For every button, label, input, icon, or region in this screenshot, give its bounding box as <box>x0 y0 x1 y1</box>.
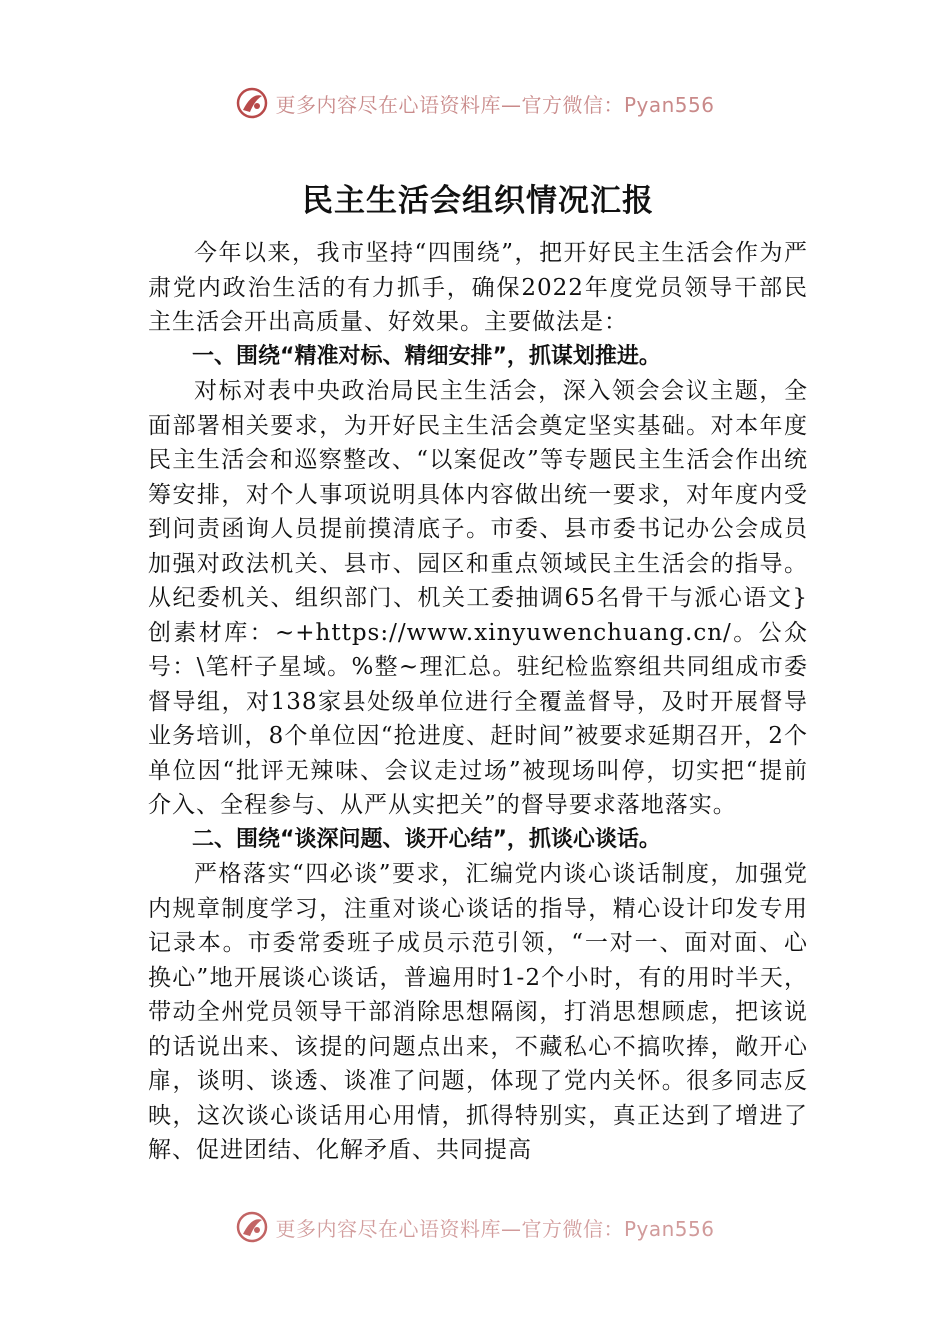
document-title: 民主生活会组织情况汇报 <box>302 183 654 219</box>
watermark-footer <box>0 1210 950 1244</box>
section-heading-1: 一、围绕“精准对标、精细安排”，抓谋划推进。 <box>192 343 661 369</box>
intro-paragraph: 今年以来，我市坚持“四围绕”，把开好民主生活会作为严肃党内政治生活的有力抓手，确保2022年度党员领导干部民主生活会开出高质量、好效果。主要做法是： <box>148 240 808 335</box>
section-body-1: 对标对表中央政治局民主生活会，深入领会会议主题，全面部署相关要求，为开好民主生活会奠定坚实基础。对本年度民主生活会和巡察整改、“以案促改”等专题民主生活会作出统筹安排，对个人事项说明具体内容做出统一要求，对年度内受到问责函询人员提前摸清底子。市委、县市委书记办公会成员加强对政法机关、县市、园区和重点领域民主生活会的指导。从纪委机关、组织部门、机关工委抽调65名骨干与派心语文}创素材库：~+https://www.xinyuwenchuang.cn/。公众号：\笔杆子星域。%整~理汇总。驻纪检监察组共同组成市委督导组，对138家县处级单位进行全覆盖督导，及时开展督导业务培训，8个单位因“抢进度、赶时间”被要求延期召开，2个单位因“批评无辣味、会议走过场”被现场叫停，切实把“提前介入、全程参与、从严从实把关”的督导要求落地落实。 <box>148 378 808 818</box>
logo-icon <box>235 1210 269 1244</box>
section-heading-2: 二、围绕“谈深问题、谈开心结”，抓谈心谈话。 <box>192 826 661 852</box>
document-body <box>148 180 808 1168</box>
watermark-header <box>0 86 950 120</box>
watermark-text: 更多内容尽在心语资料库—官方微信：Pyan556 <box>275 92 715 117</box>
watermark-text: 更多内容尽在心语资料库—官方微信：Pyan556 <box>275 1216 715 1241</box>
section-body-2: 严格落实“四必谈”要求，汇编党内谈心谈话制度，加强党内规章制度学习，注重对谈心谈话的指导，精心设计印发专用记录本。市委常委班子成员示范引领，“一对一、面对面、心换心”地开展谈心谈话，普遍用时1-2个小时，有的用时半天，带动全州党员领导干部消除思想隔阂，打消思想顾虑，把该说的话说出来、该提的问题点出来，不藏私心不搞吹捧，敞开心扉，谈明、谈透、谈准了问题，体现了党内关怀。很多同志反映，这次谈心谈话用心用情，抓得特别实，真正达到了增进了解、促进团结、化解矛盾、共同提高 <box>148 861 808 1163</box>
logo-icon <box>235 86 269 120</box>
